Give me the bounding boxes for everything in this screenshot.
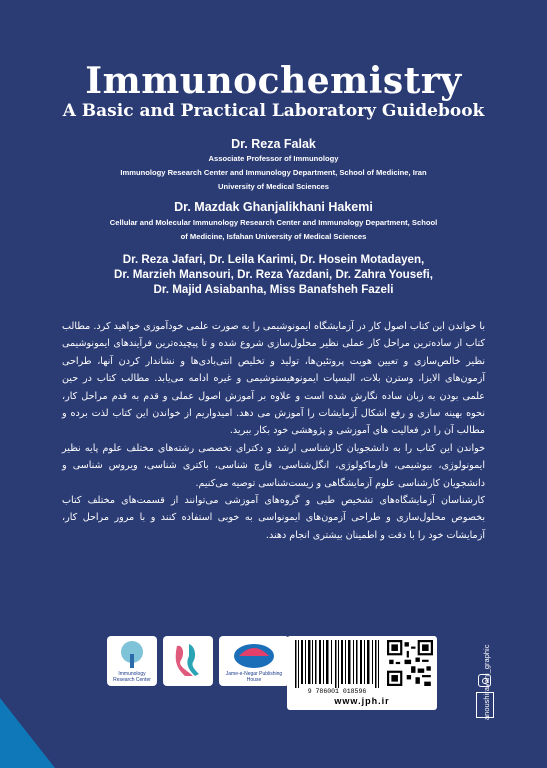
author-1-name: Dr. Reza Falak <box>231 137 316 151</box>
corner-accent <box>0 698 55 768</box>
persian-description <box>62 318 485 544</box>
author-2-name: Dr. Mazdak Ghanjalikhani Hakemi <box>174 200 373 214</box>
book-title: Immunochemistry <box>85 60 462 102</box>
contributors <box>40 252 507 297</box>
author-1-affiliation <box>70 152 477 194</box>
university-logo <box>163 636 213 686</box>
designer-stamp-icon <box>476 692 494 718</box>
contributor-line: Dr. Majid Asiabanha, Miss Banafsheh Fazeli <box>153 283 394 296</box>
affiliation-line: Associate Professor of Immunology <box>208 154 339 163</box>
barcode-panel <box>287 636 437 710</box>
author-2-affiliation <box>70 216 477 244</box>
contributor-line: Dr. Marzieh Mansouri, Dr. Reza Yazdani, Dr. Zahra Yousefi, <box>114 268 433 281</box>
description-paragraph: با خواندن این کتاب اصول کار در آزمایشگاه ایمونوشیمی را به صورت علمی خودآموزی خواهید کرد. مطالب کتاب از ساده‌ترین مراحل کار عملی نظیر محلول‌سازی شروع شده و تا پیچیده‌ترین فرآیندهای ایمونوشیمی نظیر خالص‌سازی و تعیین هویت پروتئین‌ها، تولید و تخلیص انتی‌بادی‌ها و نشاندار کردن آنها، طراحی آزمون‌های الایزا، وسترن بلات، الیسپات ایمونوهیستوشیمی و غیره ادامه می‌یابد. مطالب کتاب در حین علمی بودن به زبان ساده نگارش شده است و علاوه بر آموزش اصول عملی و قدم به قدم مراحل کار، نحوه بهینه سازی و رفع اشکال آزمایشات را آموزش می دهد. امیدواریم از خواندن این کتاب لذت برده و مطالب آن را در فعالیت های آموزشی و پژوهشی خود بکار ببرید. <box>62 321 485 437</box>
publisher-logo <box>219 636 289 686</box>
qr-code-icon <box>387 640 433 686</box>
logo-caption: Jame-e-Negar Publishing House <box>225 671 283 683</box>
instagram-icon <box>478 674 491 687</box>
affiliation-line: University of Medical Sciences <box>218 182 329 191</box>
affiliation-line: Cellular and Molecular Immunology Research Center and Immunology Department, School <box>109 218 438 227</box>
affiliation-line: of Medicine, Isfahan University of Medical Sciences <box>180 232 367 241</box>
university-emblem-icon <box>163 636 213 686</box>
publisher-emblem-icon <box>219 636 289 672</box>
description-paragraph: خواندن این کتاب را به دانشجویان کارشناسی ارشد و دکترای تخصصی رشته‌های مختلف علوم پایه نظیر ایمونولوژی، بیوشیمی، فارماکولوژی، انگل‌شناسی، قارچ شناسی، باکتری شناسی، ویروس شناسی و دانشجویان کارشناسی علوم آزمایشگاهی و زیست‌شناسی توصیه می‌کنیم. <box>62 442 485 489</box>
social-handle: anoushiravani_graphic <box>482 644 491 720</box>
immunology-research-center-logo <box>107 636 157 686</box>
logo-caption: Immunology Research Center <box>113 671 151 683</box>
affiliation-line: Immunology Research Center and Immunology Department, School of Medicine, Iran <box>120 168 427 177</box>
barcode-icon <box>293 640 381 688</box>
book-subtitle: A Basic and Practical Laboratory Guidebook <box>62 101 485 121</box>
description-paragraph: کارشناسان آزمایشگاه‌های تشخیص طبی و گروه‌های آموزشی می‌توانند از قسمت‌های مختلف کتاب بخصوص محلول‌سازی و طراحی آزمون‌های ایمونواسی به خوبی استفاده کنند و با مرور مراحل کار، آزمایشات خود را با دقت و اطمینان بیشتری انجام دهند. <box>62 495 485 541</box>
website-url: www.jph.ir <box>334 696 390 706</box>
tree-icon <box>107 636 157 672</box>
isbn-number: 9 786001 018596 <box>307 688 367 695</box>
logo-row <box>107 636 289 686</box>
contributor-line: Dr. Reza Jafari, Dr. Leila Karimi, Dr. Hosein Motadayen, <box>122 253 425 266</box>
